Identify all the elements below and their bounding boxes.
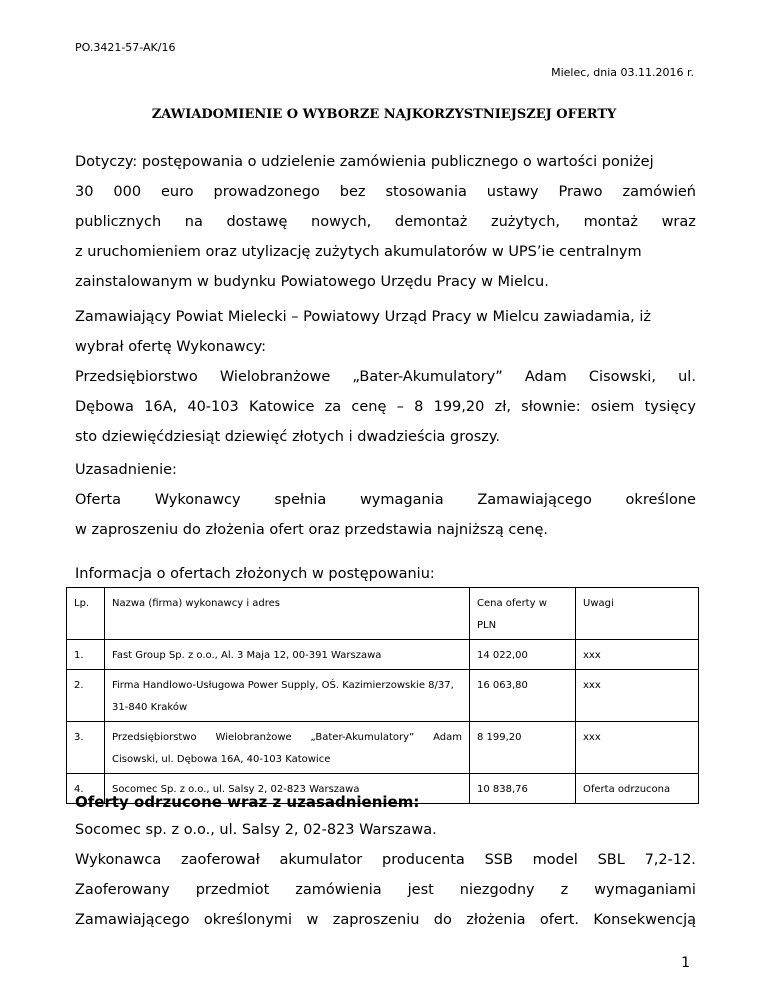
word: przedmiot bbox=[195, 882, 270, 898]
word: – bbox=[396, 399, 404, 415]
award-line: wybrał ofertę Wykonawcy: bbox=[75, 339, 267, 355]
word: Zamawiającego bbox=[75, 912, 190, 928]
award-line bbox=[75, 362, 696, 392]
word: model bbox=[532, 852, 578, 868]
cell-note: xxx bbox=[576, 670, 699, 722]
document-title: ZAWIADOMIENIE O WYBORZE NAJKORZYSTNIEJSZEJ OFERTY bbox=[151, 107, 617, 122]
word: tysięcy bbox=[644, 399, 696, 415]
word: SBL bbox=[597, 852, 625, 868]
word: Zamawiającego bbox=[477, 492, 592, 508]
word: Adam bbox=[524, 369, 567, 385]
word: dostawę bbox=[226, 214, 288, 230]
table-intro bbox=[75, 559, 696, 589]
subject-paragraph bbox=[75, 147, 696, 297]
rejected-heading: Oferty odrzucone wraz z uzasadnieniem: bbox=[75, 793, 420, 811]
cell-name: Socomec Sp. z o.o., ul. Salsy 2, 02-823 Warszawa bbox=[105, 774, 470, 804]
offers-table bbox=[66, 587, 699, 804]
page-number: 1 bbox=[681, 955, 690, 971]
word: ofert. bbox=[539, 912, 580, 928]
word: prowadzonego bbox=[213, 184, 320, 200]
cell-name: Fast Group Sp. z o.o., Al. 3 Maja 12, 00-391 Warszawa bbox=[105, 640, 470, 670]
word: Przedsiębiorstwo bbox=[75, 369, 198, 385]
word: z bbox=[560, 882, 569, 898]
word: spełnia bbox=[274, 492, 327, 508]
word: 199,20 bbox=[433, 399, 485, 415]
word: 8 bbox=[414, 399, 424, 415]
word: Cisowski, bbox=[588, 369, 656, 385]
rejected-paragraph bbox=[75, 815, 696, 935]
table-header-row bbox=[67, 588, 699, 640]
subject-line: zainstalowanym w budynku Powiatowego Urzędu Pracy w Mielcu. bbox=[75, 274, 549, 290]
word: cenę bbox=[351, 399, 387, 415]
cell-price: 8 199,20 bbox=[470, 722, 576, 774]
word: 40-103 bbox=[187, 399, 239, 415]
header-name: Nazwa (firma) wykonawcy i adres bbox=[105, 588, 470, 640]
cell-note: xxx bbox=[576, 640, 699, 670]
subject-line: Dotyczy: postępowania o udzielenie zamówienia publicznego o wartości poniżej bbox=[75, 154, 654, 170]
word: Dębowa bbox=[75, 399, 134, 415]
word: na bbox=[184, 214, 203, 230]
cell-lp: 4. bbox=[67, 774, 105, 804]
rejected-line bbox=[75, 845, 696, 875]
header-notes: Uwagi bbox=[576, 588, 699, 640]
word: zaoferował bbox=[180, 852, 260, 868]
word: bez bbox=[339, 184, 366, 200]
justification-section bbox=[75, 455, 696, 545]
cell-price: 16 063,80 bbox=[470, 670, 576, 722]
word: zamówień bbox=[622, 184, 696, 200]
word: jest bbox=[407, 882, 434, 898]
cell-lp: 2. bbox=[67, 670, 105, 722]
word: wymaganiami bbox=[594, 882, 696, 898]
cell-lp: 3. bbox=[67, 722, 105, 774]
word: 7,2-12. bbox=[644, 852, 696, 868]
word: 16A, bbox=[144, 399, 178, 415]
word: Konsekwencją bbox=[593, 912, 696, 928]
cell-price: 14 022,00 bbox=[470, 640, 576, 670]
rejected-line bbox=[75, 875, 696, 905]
word: Oferta bbox=[75, 492, 121, 508]
word: Wielobranżowe bbox=[219, 369, 331, 385]
table-row bbox=[67, 670, 699, 722]
cell-name: Przedsiębiorstwo Wielobranżowe „Bater-Akumulatory” Adam Cisowski, ul. Dębowa 16A, 40-103 Katowice bbox=[105, 722, 470, 774]
word: zaproszeniu bbox=[332, 912, 420, 928]
cell-name: Firma Handlowo-Usługowa Power Supply, OŚ. Kazimierzowskie 8/37, 31-840 Kraków bbox=[105, 670, 470, 722]
award-line: Zamawiający Powiat Mielecki – Powiatowy Urząd Pracy w Mielcu zawiadamia, iż bbox=[75, 309, 651, 325]
word: określonymi bbox=[203, 912, 293, 928]
word: Prawo bbox=[558, 184, 603, 200]
word: Wykonawcy bbox=[154, 492, 241, 508]
word: zamówienia bbox=[295, 882, 382, 898]
rejected-line bbox=[75, 905, 696, 935]
word: „Bater-Akumulatory” bbox=[352, 369, 503, 385]
word: wymagania bbox=[359, 492, 444, 508]
word: słownie: bbox=[521, 399, 581, 415]
word: ul. bbox=[678, 369, 696, 385]
table-intro-text: Informacja o ofertach złożonych w postępowaniu: bbox=[75, 566, 435, 582]
word: nowych, bbox=[311, 214, 372, 230]
award-paragraph bbox=[75, 302, 696, 452]
subject-line: z uruchomieniem oraz utylizację zużytych akumulatorów w UPS’ie centralnym bbox=[75, 244, 642, 260]
word: w bbox=[306, 912, 319, 928]
word: do bbox=[433, 912, 452, 928]
word: euro bbox=[160, 184, 194, 200]
word: Katowice bbox=[248, 399, 315, 415]
date-line: Mielec, dnia 03.11.2016 r. bbox=[551, 66, 694, 79]
word: akumulator bbox=[279, 852, 363, 868]
rejected-line: Socomec sp. z o.o., ul. Salsy 2, 02-823 Warszawa. bbox=[75, 822, 437, 838]
header-price: Cena oferty w PLN bbox=[470, 588, 576, 640]
subject-line bbox=[75, 177, 696, 207]
justification-heading: Uzasadnienie: bbox=[75, 462, 177, 478]
table-row bbox=[67, 722, 699, 774]
word: zużytych, bbox=[490, 214, 561, 230]
word: wraz bbox=[661, 214, 696, 230]
cell-price: 10 838,76 bbox=[470, 774, 576, 804]
word: SSB bbox=[484, 852, 513, 868]
justification-line: w zaproszeniu do złożenia ofert oraz przedstawia najniższą cenę. bbox=[75, 522, 549, 538]
justification-line bbox=[75, 485, 696, 515]
word: 30 bbox=[75, 184, 94, 200]
word: ustawy bbox=[486, 184, 539, 200]
word: producenta bbox=[382, 852, 465, 868]
word: 000 bbox=[113, 184, 142, 200]
word: demontaż bbox=[394, 214, 468, 230]
word: osiem bbox=[590, 399, 635, 415]
word: za bbox=[324, 399, 342, 415]
word: Zaoferowany bbox=[75, 882, 170, 898]
word: montaż bbox=[583, 214, 638, 230]
header-lp: Lp. bbox=[67, 588, 105, 640]
word: niezgodny bbox=[459, 882, 535, 898]
word: stosowania bbox=[385, 184, 467, 200]
word: publicznych bbox=[75, 214, 162, 230]
word: Wykonawca bbox=[75, 852, 162, 868]
cell-lp: 1. bbox=[67, 640, 105, 670]
subject-line bbox=[75, 207, 696, 237]
word: zł, bbox=[494, 399, 511, 415]
cell-note: Oferta odrzucona bbox=[576, 774, 699, 804]
award-line bbox=[75, 392, 696, 422]
word: określone bbox=[625, 492, 696, 508]
reference-number: PO.3421-57-AK/16 bbox=[75, 41, 176, 54]
award-line: sto dziewięćdziesiąt dziewięć złotych i dwadzieścia groszy. bbox=[75, 429, 500, 445]
cell-note: xxx bbox=[576, 722, 699, 774]
word: złożenia bbox=[466, 912, 526, 928]
table-row bbox=[67, 640, 699, 670]
